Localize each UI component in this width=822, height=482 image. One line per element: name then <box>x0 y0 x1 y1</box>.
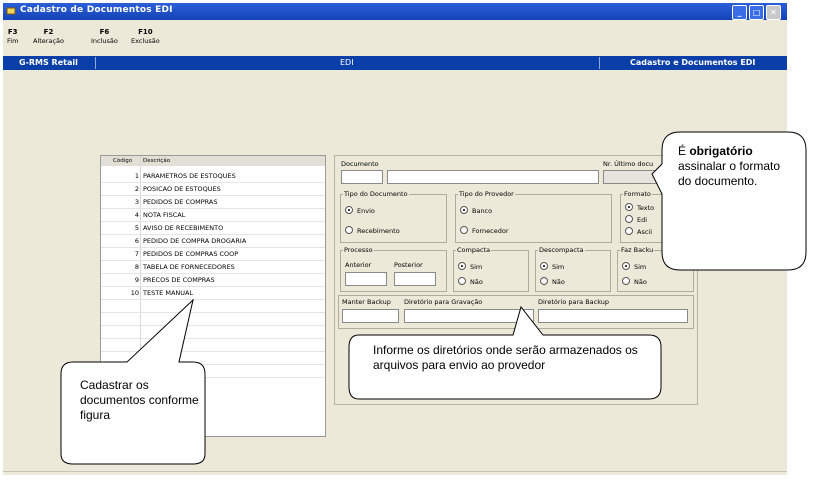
item-desc: POSICAO DE ESTOQUES <box>143 185 221 193</box>
fkey-label: Inclusão <box>91 37 118 45</box>
radio-label: Não <box>470 278 483 286</box>
radio-compacta-nao[interactable] <box>458 277 483 286</box>
banner-divider <box>95 57 96 69</box>
radio-label: Edi <box>637 216 648 224</box>
radio-backup-sim[interactable] <box>622 262 646 271</box>
fkey-label: Exclusão <box>131 37 160 45</box>
item-desc: AVISO DE RECEBIMENTO <box>143 224 224 232</box>
toolbar-inclusao-button[interactable] <box>91 28 118 45</box>
group-title: Processo <box>344 246 373 254</box>
list-item[interactable] <box>101 247 325 261</box>
maximize-button[interactable]: □ <box>749 5 764 20</box>
group-title: Descompacta <box>539 246 584 254</box>
callout-text-part: assinalar o formato do documento. <box>678 159 781 188</box>
list-item[interactable] <box>101 234 325 248</box>
radio-label: Texto <box>637 204 655 212</box>
item-code: 10 <box>130 289 139 297</box>
list-header <box>101 156 325 166</box>
item-desc: TESTE MANUAL <box>143 289 194 297</box>
radio-edi[interactable] <box>625 215 647 224</box>
banner-product: G-RMS Retail <box>19 58 78 67</box>
radio-compacta-sim[interactable] <box>458 262 482 271</box>
item-desc: NOTA FISCAL <box>143 211 186 219</box>
radio-label: Fornecedor <box>472 227 509 235</box>
radio-label: Envio <box>357 207 375 215</box>
callout-text-bold: obrigatório <box>689 144 753 158</box>
group-title: Tipo do Documento <box>344 190 408 198</box>
list-item[interactable] <box>101 273 325 287</box>
item-desc: TABELA DE FORNECEDORES <box>143 263 235 271</box>
posterior-field[interactable] <box>394 272 436 286</box>
radio-label: Não <box>634 278 647 286</box>
group-title: Compacta <box>457 246 491 254</box>
minimize-button[interactable]: _ <box>732 5 747 20</box>
banner-divider <box>599 57 600 69</box>
item-code: 4 <box>134 211 139 219</box>
descompacta-group <box>535 246 611 292</box>
item-code: 7 <box>134 250 139 258</box>
documento-desc-field[interactable] <box>387 170 599 184</box>
list-item[interactable] <box>101 195 325 209</box>
group-title: Formato <box>624 190 651 198</box>
list-item[interactable] <box>101 169 325 183</box>
documento-label: Documento <box>341 160 379 168</box>
item-desc: PEDIDO DE COMPRA DROGARIA <box>143 237 247 245</box>
radio-backup-nao[interactable] <box>622 277 647 286</box>
radio-label: Ascii <box>637 228 653 236</box>
group-title: Tipo do Provedor <box>459 190 514 198</box>
group-title: Faz Backu <box>621 246 654 254</box>
window-title: Cadastro de Documentos EDI <box>20 5 173 15</box>
item-desc: PEDIDOS DE COMPRAS <box>143 198 218 206</box>
callout-diretorios-text: Informe os diretórios onde serão armazenados os arquivos para envio ao provedor <box>373 343 638 372</box>
anterior-field[interactable] <box>345 272 387 286</box>
item-code: 6 <box>134 237 139 245</box>
radio-banco[interactable] <box>460 206 492 215</box>
list-item[interactable] <box>101 182 325 196</box>
posterior-label: Posterior <box>394 261 423 269</box>
tipo-provedor-group <box>455 190 612 243</box>
radio-descompacta-sim[interactable] <box>540 262 564 271</box>
fkey-code: F3 <box>7 28 18 36</box>
item-code: 9 <box>134 276 139 284</box>
item-code: 8 <box>134 263 139 271</box>
processo-group <box>340 246 447 292</box>
radio-recebimento[interactable] <box>345 226 400 235</box>
toolbar-alteracao-button[interactable] <box>33 28 64 45</box>
radio-label: Recebimento <box>357 227 400 235</box>
title-bar <box>3 3 787 20</box>
diretorio-backup-label: Diretório para Backup <box>538 298 610 306</box>
compacta-group <box>453 246 529 292</box>
close-button[interactable]: ✕ <box>766 5 781 20</box>
fkey-label: Alteração <box>33 37 64 45</box>
diretorio-gravacao-label: Diretório para Gravação <box>404 298 483 306</box>
callout-formato-text <box>678 144 790 189</box>
manter-backup-label: Manter Backup <box>342 298 391 306</box>
fkey-label: Fim <box>7 37 19 45</box>
app-icon <box>6 6 16 16</box>
item-code: 5 <box>134 224 139 232</box>
radio-fornecedor[interactable] <box>460 226 509 235</box>
tipo-documento-group <box>340 190 447 243</box>
list-item[interactable] <box>101 260 325 274</box>
callout-text-part: É <box>678 144 690 158</box>
toolbar-fim-button[interactable] <box>7 28 18 45</box>
item-code: 2 <box>134 185 139 193</box>
banner-module: EDI <box>340 58 354 67</box>
item-desc: PARAMETROS DE ESTOQUES <box>143 172 236 180</box>
radio-label: Não <box>552 278 565 286</box>
column-header-code: Código <box>113 158 133 164</box>
banner-screen: Cadastro e Documentos EDI <box>630 58 756 67</box>
radio-label: Sim <box>552 263 565 271</box>
radio-descompacta-nao[interactable] <box>540 277 565 286</box>
item-desc: PEDIDOS DE COMPRAS COOP <box>143 250 239 258</box>
status-bar <box>3 471 787 476</box>
radio-envio[interactable] <box>345 206 375 215</box>
callout-cadastrar-text: Cadastrar os documentos conforme figura <box>80 378 199 422</box>
toolbar-exclusao-button[interactable] <box>131 28 160 45</box>
fkey-code: F10 <box>138 28 153 36</box>
documento-code-field[interactable] <box>341 170 383 184</box>
radio-label: Sim <box>634 263 647 271</box>
column-header-desc: Descrição <box>143 158 171 164</box>
module-banner <box>3 56 787 70</box>
item-code: 3 <box>134 198 139 206</box>
item-desc: PRECOS DE COMPRAS <box>143 276 215 284</box>
nr-ultimo-label: Nr. Último docu <box>603 160 654 168</box>
radio-label: Banco <box>472 207 493 215</box>
list-item[interactable] <box>101 221 325 235</box>
fkey-code: F2 <box>43 28 54 36</box>
list-item[interactable] <box>101 208 325 222</box>
anterior-label: Anterior <box>345 261 372 269</box>
radio-label: Sim <box>470 263 483 271</box>
fkey-code: F6 <box>99 28 110 36</box>
item-code: 1 <box>134 172 139 180</box>
